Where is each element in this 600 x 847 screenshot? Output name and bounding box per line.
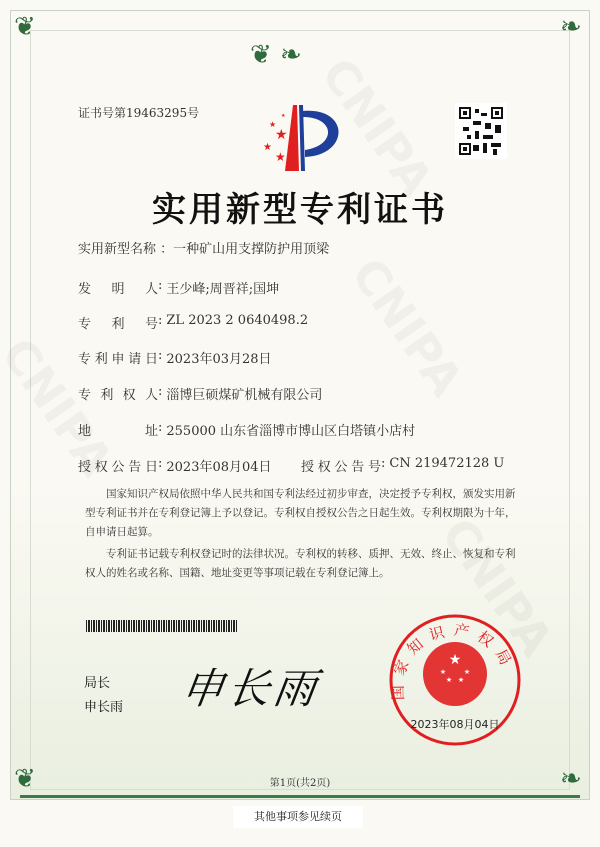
field-inventors: 发明人 : 王少峰;周晋祥;国坤 <box>78 278 280 297</box>
official-seal <box>387 612 523 748</box>
field-filing-date: 专利申请日 : 2023年03月28日 <box>78 348 272 367</box>
field-value: CN 219472128 U <box>389 456 505 471</box>
page-number: 第1页(共2页) <box>269 778 331 789</box>
logo-p-bowl <box>303 111 339 157</box>
corner-ornament: ❦ <box>14 764 36 794</box>
seal-date: 2023年08月04日 <box>410 718 500 731</box>
field-patent-number: 专利号 : ZL 2023 2 0640498.2 <box>78 313 309 332</box>
bottom-border-line <box>20 795 580 798</box>
field-label: 发明人 <box>78 282 158 297</box>
footer-note: 其他事项参见续页 <box>233 806 363 828</box>
legal-status-statement: 专利证书记载专利权登记时的法律状况。专利权的转移、质押、无效、终止、恢复和专利权人的姓名或名称、国籍、地址变更等事项记载在专利登记簿上。 <box>85 548 516 579</box>
field-value: 淄博巨硕煤矿机械有限公司 <box>166 388 323 403</box>
field-grant-number: 授权公告号 : CN 219472128 U <box>301 456 505 475</box>
certificate-number: 证书号第19463295号 <box>78 106 200 120</box>
signatory-title: 局长 <box>84 676 111 691</box>
field-value: 2023年03月28日 <box>166 352 272 367</box>
field-utility-model-name: 实用新型名称 ： 一种矿山用支撑防护用顶梁 <box>78 238 329 257</box>
top-ornament: ❦ ❧ <box>250 40 302 70</box>
field-value: 255000 山东省淄博市博山区白塔镇小店村 <box>166 424 416 439</box>
barcode <box>86 620 238 632</box>
field-grant-date: 授权公告日 : 2023年08月04日 <box>78 456 272 475</box>
svg-text:★: ★ <box>275 127 288 143</box>
svg-text:★: ★ <box>439 668 447 676</box>
handwritten-signature: 申长雨 <box>178 664 324 713</box>
field-address: 地址 : 255000 山东省淄博市博山区白塔镇小店村 <box>78 420 416 439</box>
svg-text:★: ★ <box>275 150 286 164</box>
logo-stars <box>263 113 288 164</box>
field-label: 授权公告日 <box>78 460 158 475</box>
svg-text:★: ★ <box>463 668 471 676</box>
svg-text:★: ★ <box>269 120 277 129</box>
field-value: 一种矿山用支撑防护用顶梁 <box>173 242 330 257</box>
svg-text:★: ★ <box>445 676 453 684</box>
field-label: 地址 <box>78 424 158 439</box>
field-label: 授权公告号 <box>301 460 381 475</box>
corner-ornament: ❦ <box>14 12 36 42</box>
svg-text:★: ★ <box>281 113 286 119</box>
certificate-title: 实用新型专利证书 <box>152 190 448 230</box>
field-patentee: 专利权人 : 淄博巨硕煤矿机械有限公司 <box>78 384 323 403</box>
field-value: ZL 2023 2 0640498.2 <box>166 313 309 328</box>
corner-ornament: ❧ <box>560 764 582 794</box>
field-value: 王少峰;周晋祥;国坤 <box>166 282 280 297</box>
corner-ornament: ❧ <box>560 12 582 42</box>
field-value: 2023年08月04日 <box>166 460 272 475</box>
svg-text:★: ★ <box>263 142 272 153</box>
field-label: 专利号 <box>78 317 158 332</box>
qr-code[interactable] <box>455 103 507 159</box>
svg-text:★: ★ <box>448 652 462 668</box>
seal-text: 国家知识产权局 <box>388 620 519 701</box>
field-label: 专利权人 <box>78 388 158 403</box>
field-label: 实用新型名称 <box>78 242 157 257</box>
field-label: 专利申请日 <box>78 352 158 367</box>
signatory-name: 申长雨 <box>84 700 124 715</box>
svg-text:★: ★ <box>457 676 465 684</box>
cnipa-logo <box>255 105 345 173</box>
grant-statement: 国家知识产权局依照中华人民共和国专利法经过初步审查，决定授予专利权，颁发实用新型专利证书并在专利登记簿上予以登记。专利权自授权公告之日起生效。专利权期限为十年，自申请日起算。 <box>85 488 516 538</box>
